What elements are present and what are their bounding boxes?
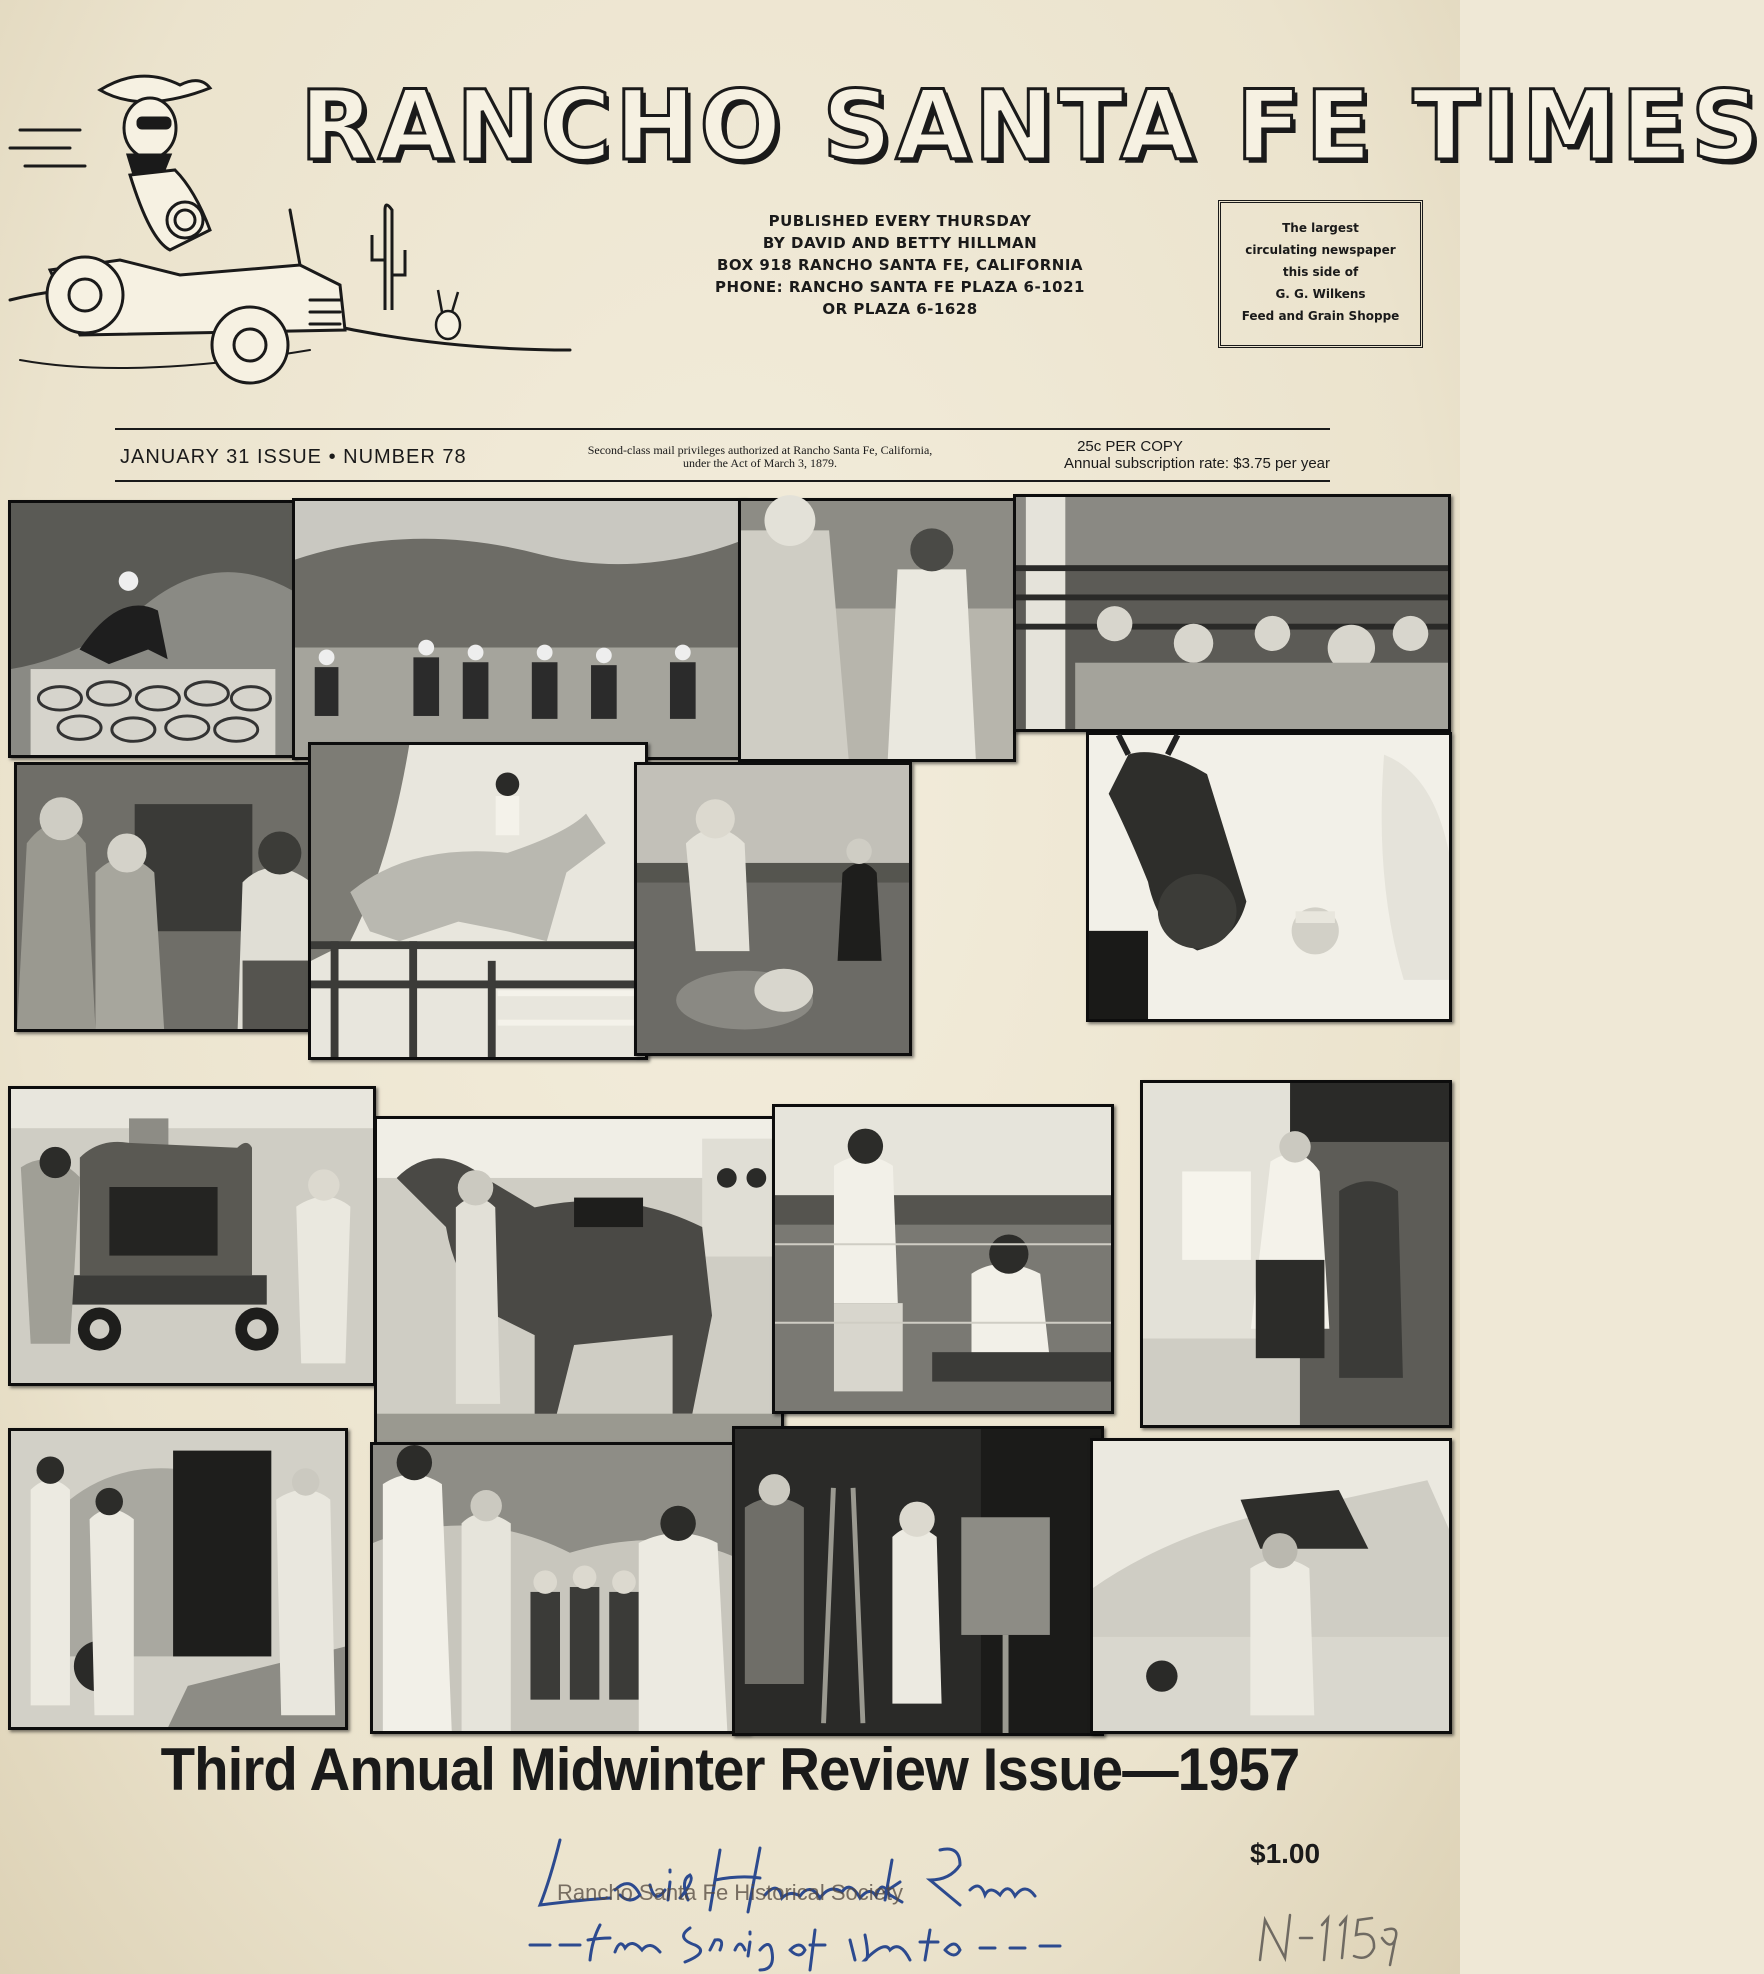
- mail-notice: [510, 444, 1010, 470]
- photo-woman-with-horse: [374, 1116, 784, 1456]
- circulation-box: [1218, 200, 1423, 348]
- subscription-rate: Annual subscription rate: $3.75 per year: [1064, 455, 1330, 472]
- publishers: BY DAVID AND BETTY HILLMAN: [762, 234, 1038, 252]
- photo-spectators-stands: [1013, 494, 1451, 732]
- issue-headline: Third Annual Midwinter Review Issue—1957: [160, 1736, 1300, 1803]
- box-line: this side of: [1282, 265, 1359, 279]
- photo-horse-jump-wall: [8, 500, 296, 758]
- photo-collage: [8, 498, 1452, 1738]
- photo-riders-arena: [292, 498, 746, 760]
- box-line: Feed and Grain Shoppe: [1241, 309, 1400, 323]
- box-line: circulating newspaper: [1245, 243, 1396, 257]
- photo-group-outdoors: [370, 1442, 750, 1734]
- photo-horse-jumping-fence: [308, 742, 648, 1060]
- photo-women-tennis-court: [772, 1104, 1114, 1414]
- photo-children-painting-easels: [732, 1426, 1104, 1736]
- bottom-rule: [115, 480, 1330, 482]
- publication-schedule: PUBLISHED EVERY THURSDAY: [768, 212, 1032, 230]
- newspaper-title: RANCHO SANTA FE TIMES: [300, 70, 1764, 182]
- issue-price: $1.00: [1250, 1838, 1321, 1869]
- photo-man-with-airplane: [1090, 1438, 1452, 1734]
- phone: PHONE: RANCHO SANTA FE PLAZA 6-1021: [715, 278, 1085, 296]
- archive-watermark: Rancho Santa Fe Historical Society: [556, 1880, 904, 1905]
- price-info: [1000, 438, 1330, 472]
- photo-boy-wagon-diorama: [8, 1086, 376, 1386]
- mail-notice-line: under the Act of March 3, 1879.: [683, 456, 837, 470]
- mail-notice-line: Second-class mail privileges authorized at Rancho Santa Fe, California,: [587, 443, 933, 457]
- box-line: The largest: [1282, 221, 1359, 235]
- photo-women-clothing-rack: [14, 762, 324, 1032]
- top-rule: [115, 428, 1330, 430]
- address: BOX 918 RANCHO SANTA FE, CALIFORNIA: [716, 256, 1084, 274]
- photo-outdoor-display-booth: [1140, 1080, 1452, 1428]
- photo-men-horse-trailer: [8, 1428, 348, 1730]
- publication-info: [690, 210, 1110, 320]
- issue-number: JANUARY 31 ISSUE • NUMBER 78: [120, 446, 467, 468]
- phone-alt: OR PLAZA 6-1628: [822, 300, 978, 318]
- box-line: G. G. Wilkens: [1275, 287, 1366, 301]
- photo-girl-walking-dogs: [634, 762, 912, 1056]
- photo-horse-head-closeup: [1086, 732, 1452, 1022]
- copy-price: 25c PER COPY: [1077, 438, 1183, 455]
- photo-two-men-talking: [738, 498, 1016, 762]
